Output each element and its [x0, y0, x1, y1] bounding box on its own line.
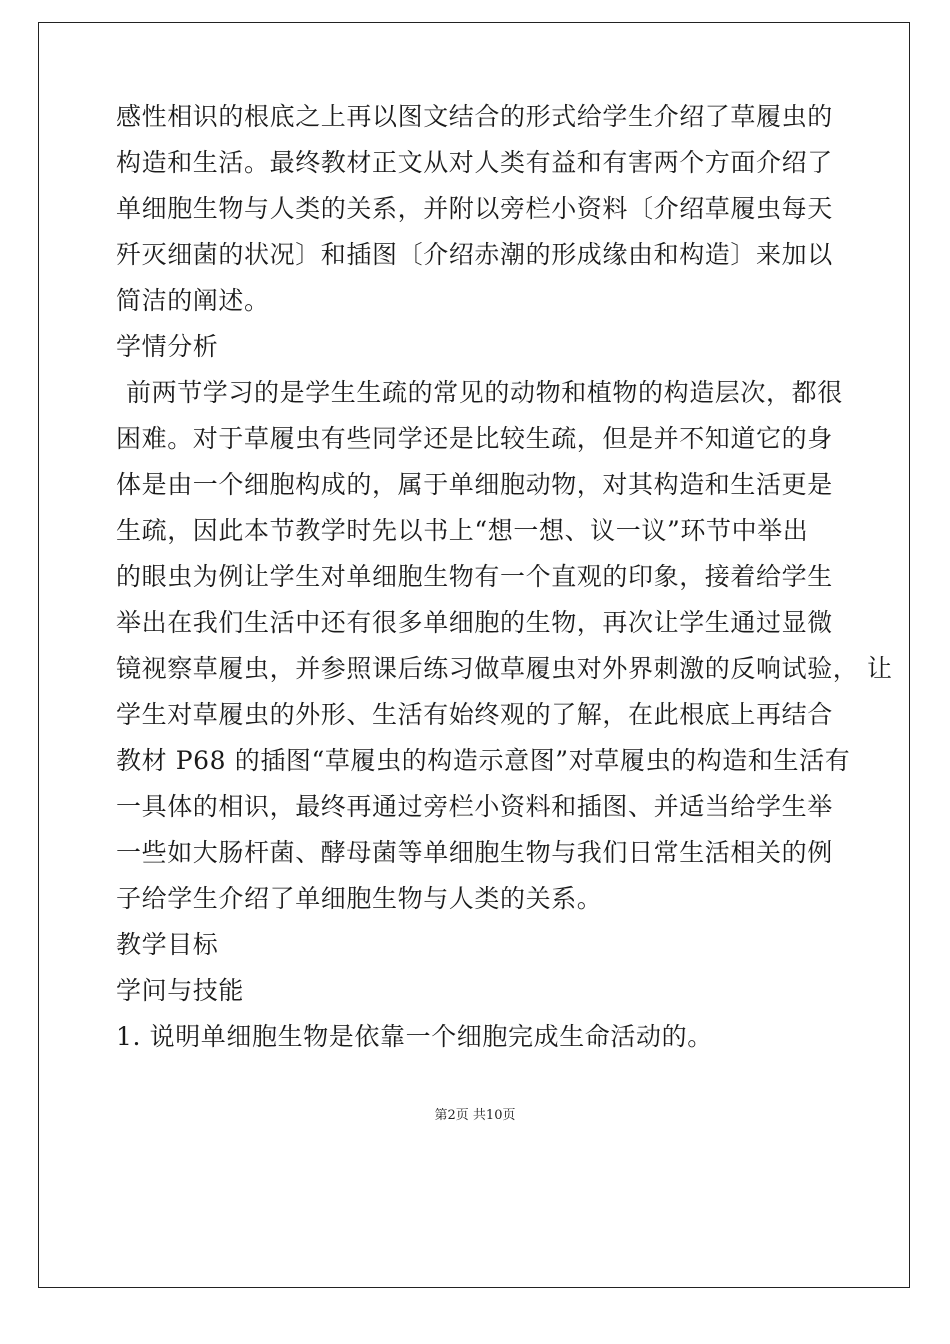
text-line: 单细胞生物与人类的关系，并附以旁栏小资料〔介绍草履虫每天 — [116, 194, 833, 223]
intro-paragraph — [116, 94, 838, 324]
text-line: 镜视察草履虫，并参照课后练习做草履虫对外界刺激的反响试验， 让 — [116, 654, 893, 683]
section-heading-goals: 教学目标 — [116, 930, 219, 959]
text-line: 构造和生活。最终教材正文从对人类有益和有害两个方面介绍了 — [116, 148, 833, 177]
text-line: 生疏，因此本节教学时先以书上“想一想、议一议”环节中举出 — [116, 516, 809, 545]
text-line: 感性相识的根底之上再以图文结合的形式给学生介绍了草履虫的 — [116, 102, 833, 131]
text-line: 困难。对于草履虫有些同学还是比较生疏，但是并不知道它的身 — [116, 424, 833, 453]
list-item: 1. 说明单细胞生物是依靠一个细胞完成生命活动的。 — [116, 1022, 713, 1051]
text-line: 歼灭细菌的状况〕和插图〔介绍赤潮的形成缘由和构造〕来加以 — [116, 240, 833, 269]
page-number-footer: 第2页 共10页 — [434, 1108, 516, 1123]
section-heading-analysis: 学情分析 — [116, 332, 219, 361]
text-line: 的眼虫为例让学生对单细胞生物有一个直观的印象，接着给学生 — [116, 562, 833, 591]
subheading-knowledge-skills: 学问与技能 — [116, 976, 245, 1005]
text-line: 前两节学习的是学生生疏的常见的动物和植物的构造层次，都很 — [126, 378, 843, 407]
document-body — [116, 94, 893, 1060]
text-line: 教材 P68 的插图“草履虫的构造示意图”对草履虫的构造和生活有 — [116, 746, 851, 775]
text-line: 一具体的相识，最终再通过旁栏小资料和插图、并适当给学生举 — [116, 792, 833, 821]
text-line: 子给学生介绍了单细胞生物与人类的关系。 — [116, 884, 603, 913]
text-line: 举出在我们生活中还有很多单细胞的生物，再次让学生通过显微 — [116, 608, 833, 637]
text-line: 一些如大肠杆菌、酵母菌等单细胞生物与我们日常生活相关的例 — [116, 838, 833, 867]
text-line: 体是由一个细胞构成的，属于单细胞动物，对其构造和生活更是 — [116, 470, 833, 499]
analysis-paragraph — [116, 370, 893, 922]
text-line: 简洁的阐述。 — [116, 286, 270, 315]
text-line: 学生对草履虫的外形、生活有始终观的了解，在此根底上再结合 — [116, 700, 833, 729]
